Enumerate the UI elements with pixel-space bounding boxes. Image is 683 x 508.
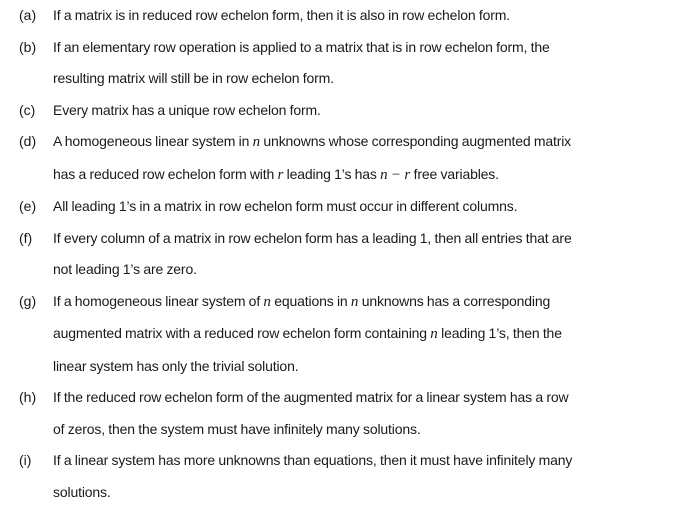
statement-line <box>53 63 681 95</box>
list-item <box>0 126 683 191</box>
item-statement <box>53 382 681 445</box>
item-statement <box>53 191 681 223</box>
statement-text: solutions. <box>53 483 111 500</box>
item-statement <box>53 286 681 383</box>
item-statement <box>53 0 681 32</box>
statement-line <box>53 0 681 32</box>
statement-line <box>53 477 681 508</box>
statement-line <box>53 95 681 127</box>
statement-text: unknowns has a corresponding <box>358 292 551 309</box>
item-label: (i) <box>19 452 32 468</box>
list-item <box>0 95 683 127</box>
statement-text: If a matrix is in reduced row echelon form, then it is also in row echelon form. <box>53 7 511 23</box>
math-variable: n <box>430 326 438 342</box>
math-variable: r <box>277 166 284 183</box>
statement-text: linear system has only the trivial solution. <box>53 357 299 374</box>
statement-text: If an elementary row operation is applied to a matrix that is in row echelon form, the <box>53 38 550 55</box>
item-label: (f) <box>19 229 33 246</box>
list-item <box>0 286 683 383</box>
math-variable: n <box>252 134 261 150</box>
statement-text: has a reduced row echelon form with <box>53 165 278 182</box>
item-label: (h) <box>19 389 37 405</box>
math-variable: n <box>350 293 359 310</box>
statement-line <box>53 126 681 159</box>
statement-text: augmented matrix with a reduced row echelon form containing <box>53 325 431 341</box>
item-statement <box>53 95 681 127</box>
item-label: (a) <box>19 7 37 23</box>
statement-text: If the reduced row echelon form of the augmented matrix for a linear system has a row <box>53 389 569 405</box>
item-statement <box>53 223 681 286</box>
statement-text: A homogeneous linear system in <box>53 133 253 149</box>
list-item <box>0 191 683 223</box>
list-item <box>0 0 683 32</box>
item-label: (b) <box>19 38 37 55</box>
item-label: (d) <box>19 133 37 149</box>
statement-text: If every column of a matrix in row echelon form has a leading 1, then all entries that are <box>53 229 572 246</box>
statement-line <box>53 318 681 351</box>
math-variable: n − r <box>380 166 411 183</box>
statement-text: unknowns whose corresponding augmented matrix <box>260 133 572 149</box>
statement-text: of zeros, then the system must have infinitely many solutions. <box>53 420 421 437</box>
statement-text: resulting matrix will still be in row echelon form. <box>53 70 334 86</box>
statement-text: leading 1’s, then the <box>437 325 562 341</box>
statement-line <box>53 159 681 192</box>
statement-text: Every matrix has a unique row echelon form. <box>53 101 321 118</box>
statement-text: If a linear system has more unknowns than equations, then it must have infinitely many <box>53 452 573 468</box>
item-statement <box>53 126 681 191</box>
statement-line <box>53 382 681 414</box>
item-label: (g) <box>19 292 37 309</box>
statement-text: not leading 1’s are zero. <box>53 261 197 277</box>
statement-line <box>53 414 681 446</box>
statement-line <box>53 445 681 477</box>
statement-text: equations in <box>270 292 351 309</box>
item-statement <box>53 32 681 95</box>
math-variable: n <box>263 293 271 310</box>
statement-text: free variables. <box>410 165 499 182</box>
list-item <box>0 382 683 445</box>
statement-line <box>53 351 681 383</box>
statement-text: If a homogeneous linear system of <box>53 292 264 309</box>
statement-line <box>53 191 681 223</box>
statement-text: leading 1’s has <box>283 165 381 182</box>
item-statement <box>53 445 681 508</box>
list-item <box>0 32 683 95</box>
list-item <box>0 445 683 508</box>
list-item <box>0 223 683 286</box>
statement-text: All leading 1’s in a matrix in row echelon form must occur in different columns. <box>53 198 518 214</box>
statement-line <box>53 254 681 286</box>
statement-line <box>53 32 681 64</box>
item-label: (e) <box>19 198 37 214</box>
statement-line <box>53 223 681 255</box>
item-label: (c) <box>19 101 36 118</box>
statement-line <box>53 286 681 319</box>
